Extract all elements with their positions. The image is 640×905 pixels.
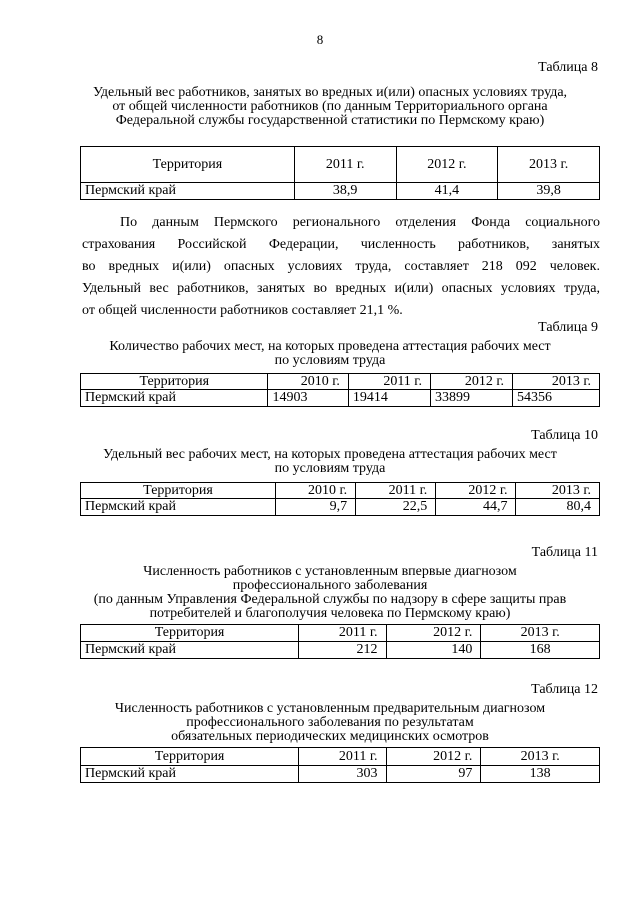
value-cell: 97	[386, 766, 481, 783]
paragraph-line: во вредных и(или) опасных условиях труда, составляет 218 092 человек.	[82, 259, 600, 274]
table-9-label: Таблица 9	[538, 320, 598, 335]
table-header-row	[81, 483, 600, 499]
header-cell: 2010 г.	[268, 374, 348, 390]
table-8-label: Таблица 8	[538, 60, 598, 75]
header-cell: 2013 г.	[513, 374, 600, 390]
value-cell: 39,8	[498, 183, 600, 200]
header-cell: Территория	[81, 147, 295, 183]
table-row	[81, 390, 600, 407]
caption-line: обязательных периодических медицинских осмотров	[171, 729, 489, 744]
caption-line: профессионального заболевания	[232, 578, 428, 593]
table-header-row	[81, 625, 600, 642]
header-cell: 2013 г.	[498, 147, 600, 183]
header-cell: 2010 г.	[275, 483, 355, 499]
value-cell: 138	[481, 766, 600, 783]
header-cell: Территория	[81, 625, 299, 642]
table-12	[80, 747, 600, 783]
paragraph-line: По данным Пермского регионального отделения Фонда социального	[120, 215, 600, 230]
caption-line: Численность работников с установленным предварительным диагнозом	[114, 701, 546, 716]
paragraph-line: от общей численности работников составляет 21,1 %.	[82, 303, 403, 318]
table-header-row	[81, 374, 600, 390]
value-cell: 22,5	[356, 499, 436, 516]
value-cell: 19414	[348, 390, 430, 407]
header-cell: 2011 г.	[348, 374, 430, 390]
row-label-cell: Пермский край	[81, 390, 268, 407]
row-label-cell: Пермский край	[81, 642, 299, 659]
table-10-label: Таблица 10	[531, 428, 598, 443]
table-row	[81, 499, 600, 516]
caption-line: Удельный вес работников, занятых во вредных и(или) опасных условиях труда,	[92, 85, 568, 100]
table-8	[80, 146, 600, 200]
header-cell: 2012 г.	[386, 625, 481, 642]
table-8-caption	[60, 86, 600, 128]
header-cell: 2013 г.	[481, 748, 600, 766]
caption-line: Удельный вес рабочих мест, на которых проведена аттестация рабочих мест	[103, 447, 557, 462]
table-12-caption	[60, 702, 600, 744]
value-cell: 140	[386, 642, 481, 659]
value-cell: 168	[481, 642, 600, 659]
table-11	[80, 624, 600, 659]
table-9	[80, 373, 600, 407]
paragraph-line: страхования Российской Федерации, численность работников, занятых	[82, 237, 600, 252]
header-cell: 2011 г.	[294, 147, 396, 183]
value-cell: 212	[299, 642, 386, 659]
value-cell: 14903	[268, 390, 348, 407]
table-12-label: Таблица 12	[531, 682, 598, 697]
value-cell: 303	[299, 766, 386, 783]
value-cell: 80,4	[516, 499, 600, 516]
value-cell: 38,9	[294, 183, 396, 200]
table-9-caption	[60, 340, 600, 368]
header-cell: 2011 г.	[299, 625, 386, 642]
table-row	[81, 766, 600, 783]
header-cell: 2011 г.	[299, 748, 386, 766]
body-paragraph	[82, 212, 600, 322]
header-cell: 2012 г.	[436, 483, 516, 499]
header-cell: Территория	[81, 483, 276, 499]
caption-line: профессионального заболевания по результатам	[186, 715, 474, 730]
table-row	[81, 183, 600, 200]
paragraph-line: Удельный вес работников, занятых во вредных и(или) опасных условиях труда,	[82, 281, 600, 296]
row-label-cell: Пермский край	[81, 183, 295, 200]
header-cell: 2011 г.	[356, 483, 436, 499]
caption-line: по условиям труда	[274, 461, 386, 476]
row-label-cell: Пермский край	[81, 766, 299, 783]
value-cell: 9,7	[275, 499, 355, 516]
table-row	[81, 642, 600, 659]
caption-line: от общей численности работников (по данным Территориального органа	[112, 99, 548, 114]
table-11-label: Таблица 11	[531, 545, 598, 560]
table-header-row	[81, 147, 600, 183]
page-number: 8	[316, 32, 324, 47]
caption-line: (по данным Управления Федеральной службы по надзору в сфере защиты прав	[93, 592, 567, 607]
header-cell: 2012 г.	[430, 374, 512, 390]
header-cell: Территория	[81, 374, 268, 390]
header-cell: 2012 г.	[396, 147, 498, 183]
value-cell: 44,7	[436, 499, 516, 516]
header-cell: 2013 г.	[516, 483, 600, 499]
value-cell: 41,4	[396, 183, 498, 200]
table-11-caption	[60, 565, 600, 621]
table-10-caption	[60, 448, 600, 476]
value-cell: 33899	[430, 390, 512, 407]
caption-line: потребителей и благополучия человека по Пермскому краю)	[149, 606, 511, 621]
header-cell: Территория	[81, 748, 299, 766]
caption-line: Федеральной службы государственной статистики по Пермскому краю)	[115, 113, 545, 128]
caption-line: Количество рабочих мест, на которых проведена аттестация рабочих мест	[109, 339, 551, 354]
header-cell: 2012 г.	[386, 748, 481, 766]
row-label-cell: Пермский край	[81, 499, 276, 516]
caption-line: по условиям труда	[274, 353, 386, 368]
table-header-row	[81, 748, 600, 766]
value-cell: 54356	[513, 390, 600, 407]
table-10	[80, 482, 600, 516]
caption-line: Численность работников с установленным впервые диагнозом	[143, 564, 517, 579]
header-cell: 2013 г.	[481, 625, 600, 642]
